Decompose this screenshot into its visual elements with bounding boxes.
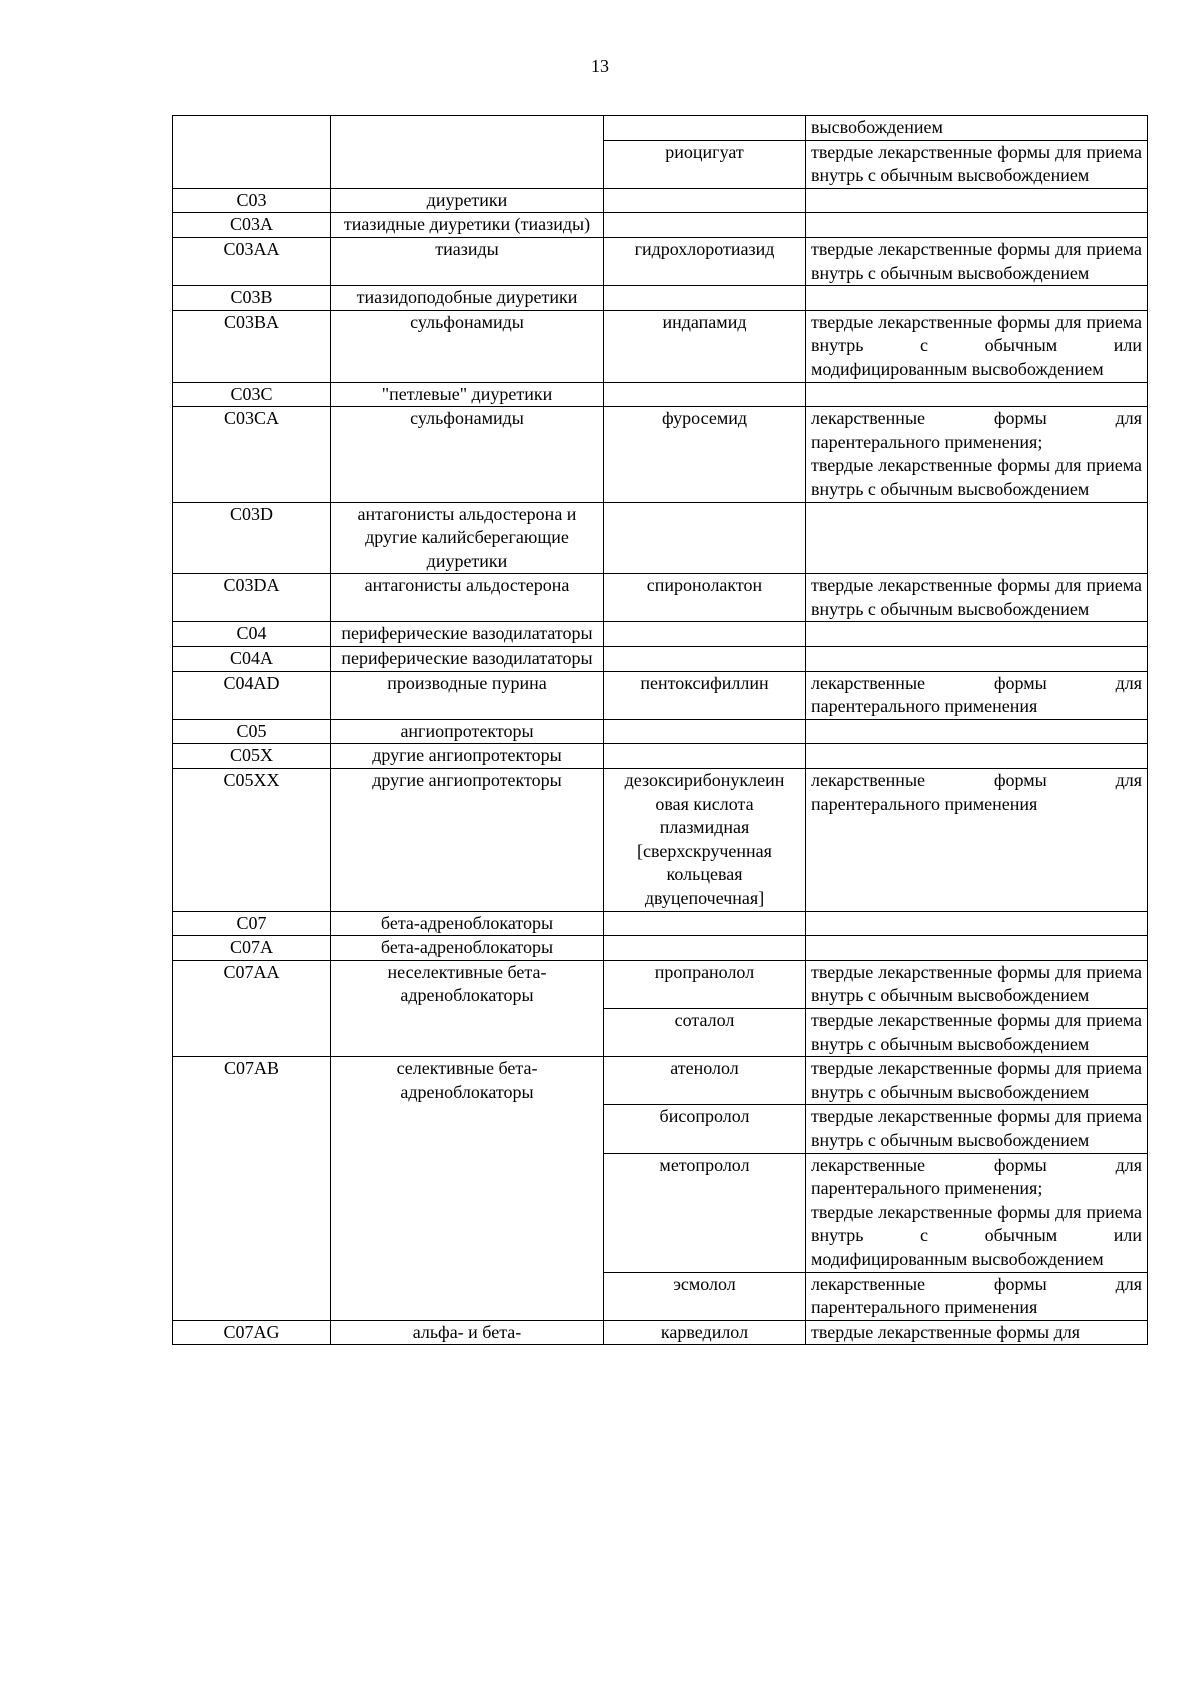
- form-cell: [806, 911, 1148, 936]
- drug-cell: [604, 213, 806, 238]
- group-cell: антагонисты альдостерона и другие калийсберегающие диуретики: [331, 502, 604, 574]
- group-cell: ангиопротекторы: [331, 719, 604, 744]
- atc-code-cell: C05X: [173, 744, 331, 769]
- atc-code-cell: C07AA: [173, 960, 331, 1056]
- table-row: [173, 116, 1148, 141]
- form-text: лекарственные формы для парентерального применения: [811, 1273, 1142, 1318]
- group-cell: "петлевые" диуретики: [331, 382, 604, 407]
- form-cell: [806, 286, 1148, 311]
- atc-code-cell: C07: [173, 911, 331, 936]
- drug-cell: пентоксифиллин: [604, 671, 806, 719]
- form-text: лекарственные формы для парентерального применения;: [811, 408, 1142, 452]
- atc-code-cell: C03B: [173, 286, 331, 311]
- form-cell: [806, 213, 1148, 238]
- table-row: [173, 719, 1148, 744]
- atc-code-cell: C07A: [173, 936, 331, 961]
- drug-cell: фуросемид: [604, 407, 806, 502]
- group-cell: периферические вазодилататоры: [331, 647, 604, 672]
- form-cell: [806, 1057, 1148, 1105]
- table-row: [173, 407, 1148, 502]
- drug-cell: атенолол: [604, 1057, 806, 1105]
- form-cell: [806, 960, 1148, 1008]
- form-cell: [806, 1272, 1148, 1320]
- table-row: [173, 1320, 1148, 1345]
- form-cell: [806, 574, 1148, 622]
- atc-code-cell: C03DA: [173, 574, 331, 622]
- form-text: твердые лекарственные формы для приема внутрь с обычным высвобождением: [811, 141, 1142, 186]
- group-cell: сульфонамиды: [331, 407, 604, 502]
- atc-code-cell: C04AD: [173, 671, 331, 719]
- drug-cell: [604, 719, 806, 744]
- table-row: [173, 286, 1148, 311]
- table-row: [173, 237, 1148, 285]
- table-row: [173, 744, 1148, 769]
- table-row: [173, 647, 1148, 672]
- group-cell: другие ангиопротекторы: [331, 744, 604, 769]
- form-cell: [806, 382, 1148, 407]
- form-cell: [806, 719, 1148, 744]
- drug-cell: дезоксирибонуклеин овая кислота плазмидная [сверхскрученная кольцевая двуцепочечная]: [604, 769, 806, 912]
- form-cell: [806, 769, 1148, 912]
- form-text: твердые лекарственные формы для приема внутрь с обычным высвобождением: [811, 1106, 1142, 1150]
- group-cell: сульфонамиды: [331, 310, 604, 382]
- form-text: твердые лекарственные формы для приема внутрь с обычным высвобождением: [811, 961, 1142, 1006]
- atc-code-cell: C03C: [173, 382, 331, 407]
- form-cell: [806, 622, 1148, 647]
- form-text: лекарственные формы для парентерального применения;: [811, 1154, 1142, 1199]
- atc-code-cell: C04: [173, 622, 331, 647]
- table-row: [173, 769, 1148, 912]
- table-row: [173, 310, 1148, 382]
- group-cell: селективные бета-адреноблокаторы: [331, 1057, 604, 1321]
- drug-cell: спиронолактон: [604, 574, 806, 622]
- group-cell: тиазидные диуретики (тиазиды): [331, 213, 604, 238]
- drug-cell: [604, 744, 806, 769]
- group-cell: неселективные бета-адреноблокаторы: [331, 960, 604, 1056]
- drug-cell: метопролол: [604, 1153, 806, 1272]
- form-cell: [806, 237, 1148, 285]
- drug-cell: эсмолол: [604, 1272, 806, 1320]
- atc-code-cell: C04A: [173, 647, 331, 672]
- drug-cell: [604, 502, 806, 574]
- drug-cell: [604, 286, 806, 311]
- group-cell: бета-адреноблокаторы: [331, 911, 604, 936]
- form-text: твердые лекарственные формы для: [811, 1321, 1081, 1342]
- drug-cell: [604, 382, 806, 407]
- form-cell: [806, 310, 1148, 382]
- form-cell: [806, 1320, 1148, 1345]
- drug-cell: индапамид: [604, 310, 806, 382]
- group-cell: другие ангиопротекторы: [331, 769, 604, 912]
- atc-code-cell: C03A: [173, 213, 331, 238]
- table-row: [173, 188, 1148, 213]
- table-row: [173, 213, 1148, 238]
- form-cell: [806, 936, 1148, 961]
- group-cell: [331, 116, 604, 189]
- form-text: твердые лекарственные формы для приема внутрь с обычным высвобождением: [811, 1058, 1142, 1102]
- form-cell: [806, 671, 1148, 719]
- page-number: 13: [591, 56, 609, 76]
- drug-cell: [604, 936, 806, 961]
- drug-cell: соталол: [604, 1008, 806, 1056]
- atc-code-cell: C03CA: [173, 407, 331, 502]
- form-text: твердые лекарственные формы для приема внутрь с обычным или модифицированным высвобождением: [811, 1201, 1142, 1269]
- drug-cell: [604, 647, 806, 672]
- atc-code-cell: C03BA: [173, 310, 331, 382]
- atc-code-cell: [173, 116, 331, 189]
- form-cell: [806, 1008, 1148, 1056]
- atc-code-cell: C03D: [173, 502, 331, 574]
- group-cell: бета-адреноблокаторы: [331, 936, 604, 961]
- drug-cell: бисопролол: [604, 1105, 806, 1153]
- form-text: твердые лекарственные формы для приема внутрь с обычным высвобождением: [811, 238, 1142, 283]
- group-cell: антагонисты альдостерона: [331, 574, 604, 622]
- form-cell: [806, 744, 1148, 769]
- form-cell: [806, 647, 1148, 672]
- form-text: лекарственные формы для парентерального применения: [811, 672, 1142, 717]
- form-cell: [806, 1105, 1148, 1153]
- form-cell: [806, 1153, 1148, 1272]
- table-row: [173, 960, 1148, 1008]
- form-cell: [806, 140, 1148, 188]
- form-text: твердые лекарственные формы для приема внутрь с обычным или модифицированным высвобождением: [811, 311, 1142, 379]
- drug-cell: [604, 911, 806, 936]
- group-cell: производные пурина: [331, 671, 604, 719]
- table-row: [173, 671, 1148, 719]
- form-cell: [806, 502, 1148, 574]
- group-cell: периферические вазодилататоры: [331, 622, 604, 647]
- atc-code-cell: C07AB: [173, 1057, 331, 1321]
- form-cell: [806, 407, 1148, 502]
- drug-cell: [604, 116, 806, 141]
- table-row: [173, 382, 1148, 407]
- drug-cell: гидрохлоротиазид: [604, 237, 806, 285]
- drug-cell: карведилол: [604, 1320, 806, 1345]
- form-cell: [806, 116, 1148, 141]
- drug-cell: риоцигуат: [604, 140, 806, 188]
- atc-code-cell: C07AG: [173, 1320, 331, 1345]
- group-cell: тиазиды: [331, 237, 604, 285]
- drug-cell: [604, 188, 806, 213]
- group-cell: тиазидоподобные диуретики: [331, 286, 604, 311]
- table-row: [173, 936, 1148, 961]
- table-row: [173, 911, 1148, 936]
- drug-table: [172, 115, 1148, 1345]
- table-row: [173, 1057, 1148, 1105]
- atc-code-cell: C03: [173, 188, 331, 213]
- table-row: [173, 622, 1148, 647]
- group-cell: диуретики: [331, 188, 604, 213]
- drug-cell: [604, 622, 806, 647]
- group-cell: альфа- и бета-: [331, 1320, 604, 1345]
- form-text: твердые лекарственные формы для приема внутрь с обычным высвобождением: [811, 1009, 1142, 1054]
- form-text: высвобождением: [811, 117, 943, 137]
- form-text: твердые лекарственные формы для приема внутрь с обычным высвобождением: [811, 575, 1142, 619]
- atc-code-cell: C03AA: [173, 237, 331, 285]
- atc-code-cell: C05XX: [173, 769, 331, 912]
- atc-code-cell: C05: [173, 719, 331, 744]
- table-row: [173, 502, 1148, 574]
- form-cell: [806, 188, 1148, 213]
- drug-cell: пропранолол: [604, 960, 806, 1008]
- table-row: [173, 574, 1148, 622]
- form-text: твердые лекарственные формы для приема внутрь с обычным высвобождением: [811, 455, 1142, 499]
- form-text: лекарственные формы для парентерального применения: [811, 770, 1142, 814]
